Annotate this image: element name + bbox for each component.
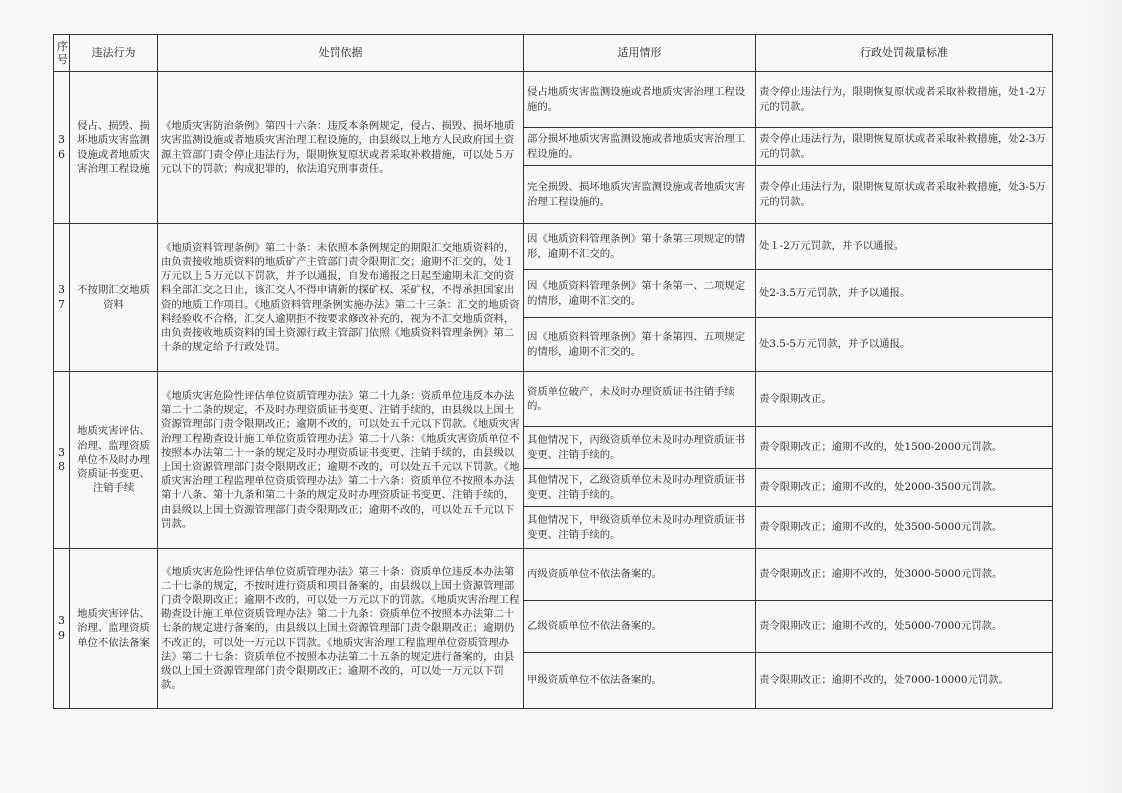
violation-act: 地质灾害评估、治理、监理资质单位不依法备案 [70, 549, 158, 709]
situation-cell: 因《地质资料管理条例》第十条第三项规定的情形，逾期不汇交的。 [524, 224, 756, 270]
header-no: 序号 [54, 35, 70, 72]
table-row [54, 72, 1053, 128]
penalty-basis: 《地质资料管理条例》第二十条：未依照本条例规定的期限汇交地质资料的，由负责接收地质资料的地质矿产主管部门责令限期汇交；逾期不汇交的，处１万元以上５万元以下罚款，并予以通报，自发布通报之日起至逾期未汇交的资料全部汇交之日止，该汇交人不得申请新的探矿权、采矿权，不得承担国家出资的地质工作项目。《地质资料管理条例实施办法》第二十三条：汇交的地质资料经验收不合格，汇交人逾期拒不按要求修改补充的，视为不汇交地质资料，由负责接收地质资料的国土资源行政主管部门依照《地质资料管理条例》第二十条的规定给予行政处罚。 [158, 224, 524, 372]
standard-cell: 责令停止违法行为，限期恢复原状或者采取补救措施，处1-2万元的罚款。 [756, 72, 1053, 128]
situation-cell: 乙级资质单位不依法备案的。 [524, 601, 756, 653]
standard-cell: 责令停止违法行为，限期恢复原状或者采取补救措施，处2-3万元的罚款。 [756, 128, 1053, 166]
header-act: 违法行为 [70, 35, 158, 72]
situation-cell: 甲级资质单位不依法备案的。 [524, 653, 756, 709]
row-number: 39 [54, 549, 70, 709]
row-number: 38 [54, 372, 70, 549]
situation-cell: 其他情况下，甲级资质单位未及时办理资质证书变更、注销手续的。 [524, 507, 756, 549]
situation-cell: 其他情况下，丙级资质单位未及时办理资质证书变更、注销手续的。 [524, 427, 756, 469]
standard-cell: 责令限期改正。 [756, 372, 1053, 427]
situation-cell: 因《地质资料管理条例》第十条第四、五项规定的情形，逾期不汇交的。 [524, 318, 756, 372]
header-situation: 适用情形 [524, 35, 756, 72]
table-row [54, 224, 1053, 270]
row-number: 36 [54, 72, 70, 224]
row-number: 37 [54, 224, 70, 372]
standard-cell: 责令限期改正；逾期不改的，处2000-3500元罚款。 [756, 469, 1053, 507]
table-header-row [54, 35, 1053, 72]
situation-cell: 侵占地质灾害监测设施或者地质灾害治理工程设施的。 [524, 72, 756, 128]
violation-act: 侵占、损毁、损坏地质灾害监测设施或者地质灾害治理工程设施 [70, 72, 158, 224]
situation-cell: 丙级资质单位不依法备案的。 [524, 549, 756, 601]
standard-cell: 处2-3.5万元罚款，并予以通报。 [756, 270, 1053, 318]
standard-cell: 责令限期改正；逾期不改的，处1500-2000元罚款。 [756, 427, 1053, 469]
header-basis: 处罚依据 [158, 35, 524, 72]
standard-cell: 责令限期改正；逾期不改的，处3000-5000元罚款。 [756, 549, 1053, 601]
header-standard: 行政处罚裁量标准 [756, 35, 1053, 72]
standard-cell: 处１-2万元罚款，并予以通报。 [756, 224, 1053, 270]
situation-cell: 部分损坏地质灾害监测设施或者地质灾害治理工程设施的。 [524, 128, 756, 166]
standard-cell: 责令限期改正；逾期不改的，处5000-7000元罚款。 [756, 601, 1053, 653]
situation-cell: 资质单位破产，未及时办理资质证书注销手续的。 [524, 372, 756, 427]
standard-cell: 处3.5-5万元罚款，并予以通报。 [756, 318, 1053, 372]
table-row [54, 549, 1053, 601]
penalty-basis: 《地质灾害危险性评估单位资质管理办法》第二十九条：资质单位违反本办法第二十二条的规定，不及时办理资质证书变更、注销手续的，由县级以上国土资源管理部门责令限期改正；逾期不改的，可以处五千元以下罚款。《地质灾害治理工程勘查设计施工单位资质管理办法》第二十八条：《地质灾害资质单位不按照本办法第二十一条的规定及时办理资质证书变更、注销手续的，由县级以上国土资源管理部门责令限期改正；逾期不改的，可以处五千元以下罚款。《地质灾害治理工程监理单位资质管理办法》第二十六条：资质单位不按照本办法第十八条、第十九条和第二十条的规定及时办理资质证书变更、注销手续的，由县级以上国土资源管理部门责令限期改正；逾期不改的，可以处五千元以下罚款。 [158, 372, 524, 549]
situation-cell: 其他情况下，乙级资质单位未及时办理资质证书变更、注销手续的。 [524, 469, 756, 507]
penalty-basis: 《地质灾害危险性评估单位资质管理办法》第三十条：资质单位违反本办法第二十七条的规定，不按时进行资质和项目备案的，由县级以上国土资源管理部门责令限期改正；逾期不改的，可以处一万元以下的罚款。《地质灾害治理工程勘查设计施工单位资质管理办法》第二十九条：资质单位不按照本办法第二十七条的规定进行备案的，由县级以上国土资源管理部门责令限期改正；逾期仍不改正的，可以处一万元以下罚款。《地质灾害治理工程监理单位资质管理办法》第二十七条：资质单位不按照本办法第二十五条的规定进行备案的，由县级以上国土资源管理部门责令限期改正；逾期不改的，可以处一万元以下罚款。 [158, 549, 524, 709]
violation-act: 不按期汇交地质资料 [70, 224, 158, 372]
penalty-basis: 《地质灾害防治条例》第四十六条：违反本条例规定，侵占、损毁、损坏地质灾害监测设施或者地质灾害治理工程设施的，由县级以上地方人民政府国土资源主管部门责令停止违法行为，限期恢复原状或者采取补救措施，可以处５万元以下的罚款；构成犯罪的，依法追究刑事责任。 [158, 72, 524, 224]
standard-cell: 责令限期改正；逾期不改的，处7000-10000元罚款。 [756, 653, 1053, 709]
penalty-standard-table [53, 34, 1053, 709]
standard-cell: 责令限期改正；逾期不改的，处3500-5000元罚款。 [756, 507, 1053, 549]
page-edge-shade [1080, 0, 1122, 793]
violation-act: 地质灾害评估、治理、监理资质单位不及时办理资质证书变更、注销手续 [70, 372, 158, 549]
situation-cell: 因《地质资料管理条例》第十条第一、二项规定的情形，逾期不汇交的。 [524, 270, 756, 318]
standard-cell: 责令停止违法行为，限期恢复原状或者采取补救措施，处3-5万元的罚款。 [756, 166, 1053, 224]
situation-cell: 完全损毁、损坏地质灾害监测设施或者地质灾害治理工程设施的。 [524, 166, 756, 224]
table-row [54, 372, 1053, 427]
